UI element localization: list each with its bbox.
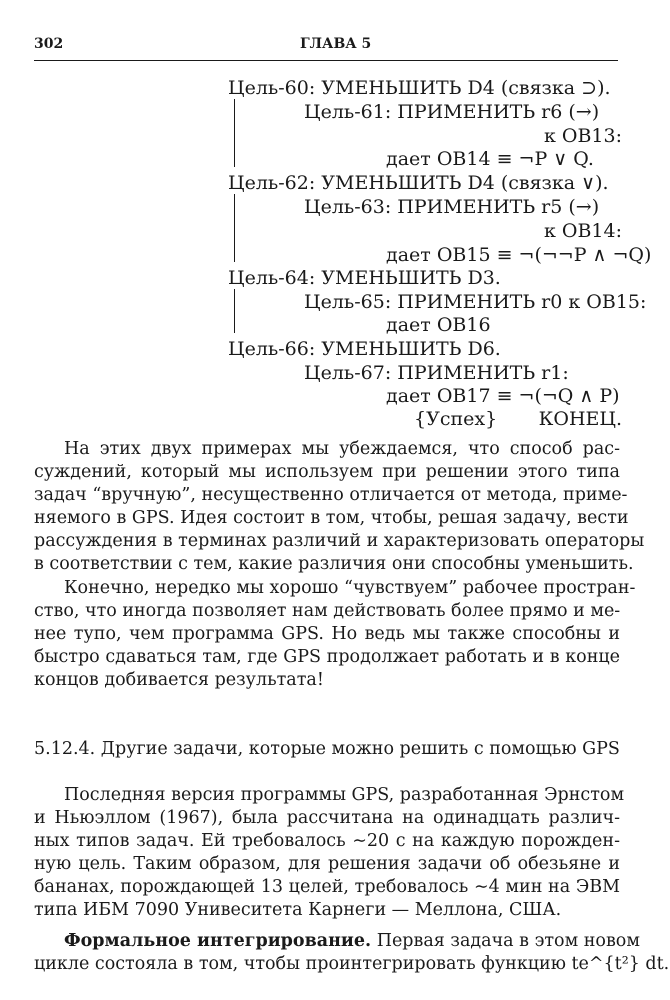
trace-line: дает OB15 ≡ ¬(¬¬P ∧ ¬Q) [386,244,652,266]
text-line: Конечно, нередко мы хорошо “чувствуем” рабочее простран- [64,578,636,598]
trace-line: дает OB17 ≡ ¬(¬Q ∧ P) [386,385,620,407]
trace-bracket [234,99,235,167]
trace-bracket [234,289,235,333]
text-line: няемого в GPS. Идея состоит в том, чтобы, решая задачу, вести [34,508,629,528]
text-line: рассуждения в терминах различий и характеризовать операторы [34,531,645,551]
text-line [34,930,640,953]
trace-line: к OB13: [543,125,622,147]
section-heading: 5.12.4. Другие задачи, которые можно решить с помощью GPS [34,739,620,759]
text-line: задач “вручную”, несущественно отличается от метода, приме- [34,485,628,505]
text-run: Первая задача в этом новом [376,931,640,951]
trace-goal-65: Цель-65: ПРИМЕНИТЬ r0 к OB15: [304,291,647,313]
trace-line: дает OB14 ≡ ¬P ∨ Q. [386,148,594,170]
trace-goal-60: Цель-60: УМЕНЬШИТЬ D4 (связка ⊃). [228,77,611,99]
trace-goal-63: Цель-63: ПРИМЕНИТЬ r5 (→) [304,196,600,218]
header-rule [34,60,618,61]
text-line: нее тупо, чем программа GPS. Но ведь мы также способны и [34,624,620,644]
trace-goal-62: Цель-62: УМЕНЬШИТЬ D4 (связка ∨). [228,172,609,194]
trace-goal-61: Цель-61: ПРИМЕНИТЬ r6 (→) [304,101,600,123]
text-line: цикле состояла в том, чтобы проинтегрировать функцию te^{t²} dt. [34,954,670,974]
trace-goal-64: Цель-64: УМЕНЬШИТЬ D3. [228,267,501,289]
text-line: ство, что иногда позволяет нам действовать более прямо и ме- [34,601,621,621]
text-line: и Ньюэллом (1967), была рассчитана на одинадцать различ- [34,808,620,828]
text-line: быстро сдаваться там, где GPS продолжает работать и в конце [34,647,620,667]
text-line: бананах, порождающей 13 целей, требовалось ∼4 мин на ЭВМ [34,877,620,897]
trace-success: {Успех} [414,408,498,430]
trace-goal-67: Цель-67: ПРИМЕНИТЬ r1: [304,362,569,384]
text-line: ных типов задач. Ей требовалось ∼20 с на каждую порожден- [34,831,620,851]
text-line: в соответствии с тем, какие различия они способны уменьшить. [34,554,634,574]
page-number: 302 [34,36,64,52]
trace-goal-66: Цель-66: УМЕНЬШИТЬ D6. [228,338,501,360]
trace-bracket [234,194,235,262]
text-line: ную цель. Таким образом, для решения задачи об обезьяне и [34,854,620,874]
run-in-heading: Формальное интегрирование. [64,931,372,951]
trace-end: КОНЕЦ. [538,408,622,430]
text-line: концов добивается результата! [34,670,324,690]
chapter-title: ГЛАВА 5 [300,36,372,52]
trace-line: дает OB16 [386,314,491,336]
text-line: Последняя версия программы GPS, разработанная Эрнстом [64,785,625,805]
trace-line: к OB14: [543,220,622,242]
text-line: суждений, который мы используем при решении этого типа [34,462,620,482]
text-line: На этих двух примерах мы убеждаемся, что способ рас- [64,439,620,459]
text-line: типа ИБМ 7090 Унивеситета Карнеги — Меллона, США. [34,900,562,920]
